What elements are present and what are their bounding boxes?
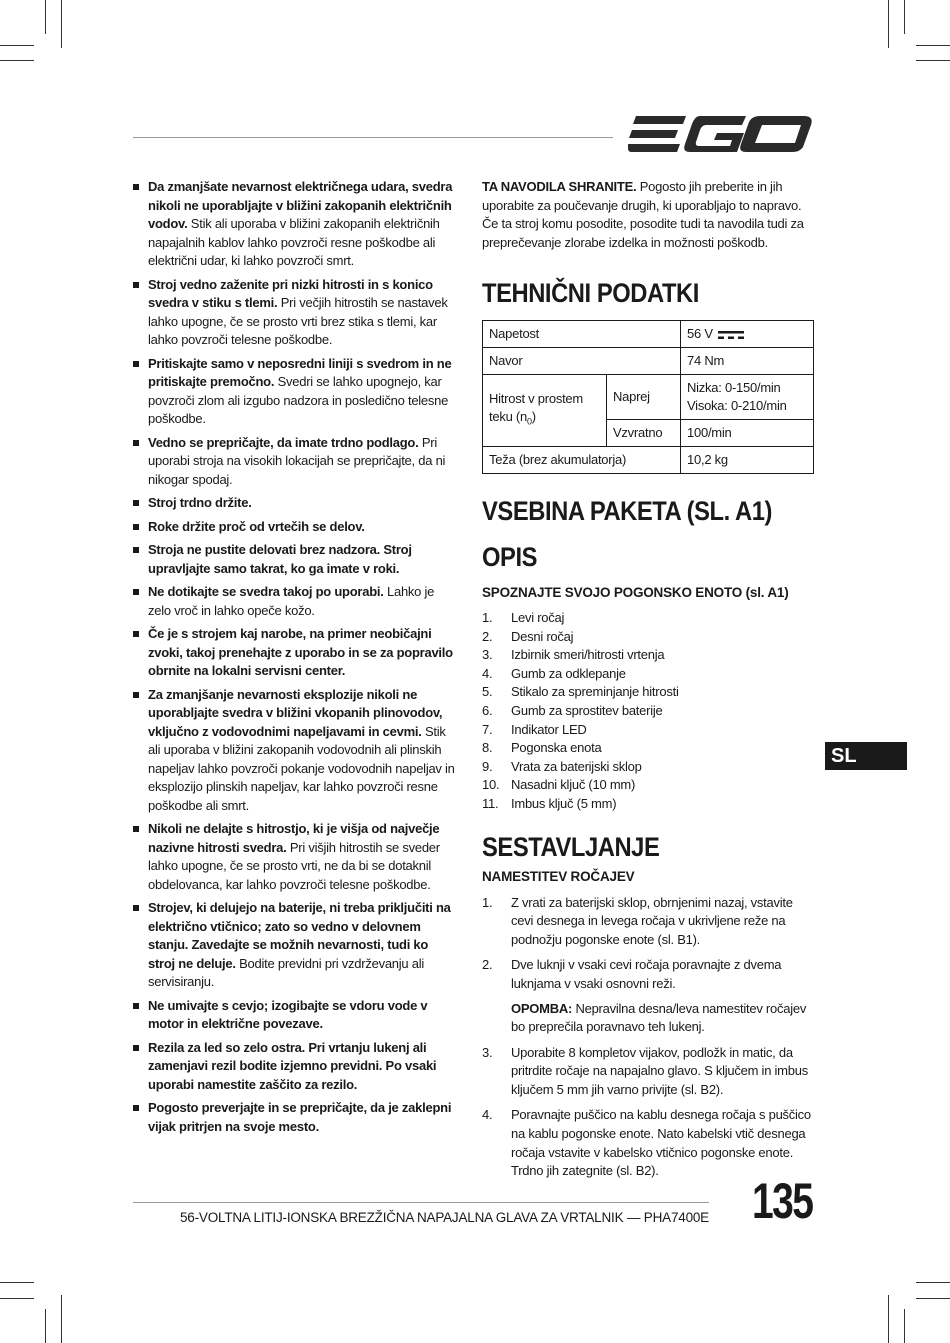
crop-mark	[45, 1309, 46, 1343]
header-rule	[133, 137, 613, 138]
bullet-bold-text: Stroj vedno zaženite pri nizki hitrosti in s konico svedra v stiku s tlemi.	[148, 276, 433, 310]
bullet-text: Svedri se lahko upognejo, kar povzroči zlom ali izgubo nadzora in posledično telesne poškodbe.	[148, 374, 449, 426]
table-row	[483, 447, 814, 474]
crop-mark	[0, 45, 34, 46]
part-label: Izbirnik smeri/hitrosti vrtenja	[511, 647, 665, 663]
list-item	[133, 355, 458, 429]
step-number: 2.	[482, 957, 493, 973]
step-number: 4.	[482, 1107, 493, 1123]
save-instructions-text: Pogosto jih preberite in jih uporabite za poučevanje drugih, ki uporabljajo to napravo. Če ta stroj komu posodite, posodite tudi ta navodila tudi za preprečevanje zlorabe izdelka in možnosti poškodb.	[482, 179, 804, 250]
list-item	[482, 956, 816, 1036]
step-text: Uporabite 8 kompletov vijakov, podložk in matic, da pritrdite ročaje na napajalno glavo. S ključem in imbus ključem 5 mm jih varno privijte (sl. B2).	[511, 1044, 808, 1097]
list-item	[482, 1106, 816, 1180]
crop-mark	[916, 60, 950, 61]
bullet-bold-text: Vedno se prepričajte, da imate trdno podlago.	[148, 434, 419, 450]
step-body	[511, 956, 816, 1036]
crop-mark	[0, 60, 34, 61]
tech-heading: TEHNIČNI PODATKI	[482, 278, 699, 308]
description-heading: OPIS	[482, 542, 538, 572]
ego-logo	[628, 116, 812, 158]
dc-symbol-icon	[718, 330, 744, 340]
crop-mark	[0, 1282, 34, 1283]
crop-mark	[888, 1295, 889, 1343]
step-text: Z vrati za baterijski sklop, obrnjenimi nazaj, vstavite cevi desnega in levega ročaja v ukrivljene reže na podnožju pogonske enote (sl. B1).	[511, 894, 793, 947]
list-item	[482, 646, 816, 665]
list-item	[133, 625, 458, 681]
speed-label-text: Hitrost v prostem teku (n	[489, 391, 583, 425]
safety-list	[133, 178, 458, 1136]
list-item	[482, 1044, 816, 1100]
reverse-label: Vzvratno	[607, 420, 681, 447]
step-number: 3.	[482, 1044, 493, 1060]
part-label: Imbus ključ (5 mm)	[511, 795, 617, 811]
info-column	[482, 178, 816, 1188]
language-tab: SL	[825, 742, 907, 770]
part-number: 5.	[482, 684, 493, 700]
note-text: Nepravilna desna/leva namestitev ročajev bo preprečila poravnavo teh lukenj.	[511, 1000, 807, 1035]
parts-list	[482, 609, 816, 814]
list-item	[482, 795, 816, 814]
step-body	[511, 1044, 816, 1100]
footer-text: 56-VOLTNA LITIJ-IONSKA BREZŽIČNA NAPAJALNA GLAVA ZA VRTALNIK — PHA7400E	[180, 1210, 709, 1225]
list-item	[482, 758, 816, 777]
crop-mark	[61, 1295, 62, 1343]
forward-label: Naprej	[607, 375, 681, 420]
bullet-bold-text: Stroja ne pustite delovati brez nadzora. Stroj upravljajte samo takrat, ko ga imate v roki.	[148, 542, 412, 576]
list-item	[482, 721, 816, 740]
bullet-text: Stik ali uporaba v bližini zakopanih vodovodnih ali plinskih napeljav lahko povzroči pokanje vodovodnih napeljav in eksplozijo plinskih napeljav, kar lahko povzroči resne poškodbe ali smrt.	[148, 723, 455, 813]
bullet-bold-text: Nikoli ne delajte s hitrostjo, ki je višja od največje nazivne hitrosti svedra.	[148, 821, 440, 855]
steps-list	[482, 894, 816, 1181]
part-number: 2.	[482, 628, 493, 644]
package-heading: VSEBINA PAKETA (SL. A1)	[482, 496, 772, 526]
bullet-text: Pri večjih hitrostih se nastavek lahko upogne, če se prosto vrti brez stika s tlemi, kar lahko povzroči telesne poškodbe.	[148, 295, 448, 347]
list-item	[482, 628, 816, 647]
list-item	[133, 899, 458, 992]
list-item	[482, 739, 816, 758]
list-item	[133, 1039, 458, 1095]
crop-mark	[904, 0, 905, 34]
part-label: Gumb za sprostitev baterije	[511, 702, 663, 718]
speed-subscript: 0	[527, 416, 532, 427]
part-number: 1.	[482, 610, 493, 625]
bullet-text: Stik ali uporaba v bližini zakopanih električnih napajalnih kablov lahko povzroči resne poškodbe ali električni udar, ki lahko povzroči smrt.	[148, 216, 440, 268]
list-item	[482, 776, 816, 795]
bullet-text: Pri višjih hitrostih se sveder lahko upogne, če se prosto vrti, ne da bi se dotaknil obdelovanca, kar lahko povzroči telesne poškodbe.	[148, 839, 440, 892]
part-label: Pogonska enota	[511, 740, 602, 756]
step-body	[511, 1106, 816, 1180]
table-row	[483, 348, 814, 375]
list-item	[482, 683, 816, 702]
bullet-bold-text: Strojev, ki delujejo na baterije, ni treba priključiti na električno vtičnico; zato so vedno v delovnem stanju. Zavedajte se možnih nevarnosti, tudi ko stroj ne deluje.	[148, 900, 451, 971]
list-item	[482, 894, 816, 950]
spec-table	[482, 320, 814, 474]
part-label: Gumb za odklepanje	[511, 665, 626, 681]
bullet-bold-text: Ne dotikajte se svedra takoj po uporabi.	[148, 584, 384, 599]
speed-label	[483, 375, 607, 447]
part-number: 10.	[482, 777, 500, 793]
list-item	[133, 997, 458, 1034]
speed-label-close: )	[531, 409, 536, 425]
crop-mark	[916, 1298, 950, 1299]
crop-mark	[888, 0, 889, 48]
bullet-bold-text: Rezila za led so zelo ostra. Pri vrtanju lukenj ali zamenjavi rezil bodite izjemno previdni. Po vsaki uporabi namestite zaščito za rezilo.	[148, 1039, 437, 1092]
know-heading: SPOZNAJTE SVOJO POGONSKO ENOTO (sl. A1)	[482, 585, 789, 600]
bullet-bold-text: Roke držite proč od vrtečih se delov.	[148, 518, 365, 534]
page-number: 135	[752, 1173, 813, 1229]
crop-mark	[45, 0, 46, 34]
crop-mark	[61, 0, 62, 48]
part-number: 4.	[482, 665, 493, 681]
bullet-bold-text: Za zmanjšanje nevarnosti eksplozije nikoli ne uporabljajte svedra v bližini vkopanih plinovodov, vključno z vodovodnimi napeljavami in cevmi.	[148, 686, 443, 739]
voltage-value: 56 V	[687, 326, 713, 341]
weight-value: 10,2 kg	[681, 447, 814, 474]
list-item	[133, 494, 458, 513]
crop-mark	[904, 1309, 905, 1343]
part-number: 11.	[482, 795, 499, 811]
weight-label: Teža (brez akumulatorja)	[483, 447, 681, 474]
crop-mark	[0, 1298, 34, 1299]
step-text: Dve luknji v vsaki cevi ročaja poravnajte z dvema luknjama v vsaki osnovni reži.	[511, 957, 782, 991]
list-item	[482, 702, 816, 721]
bullet-bold-text: Če je s strojem kaj narobe, na primer neobičajni zvoki, takoj prenehajte z uporabo in se za popravilo obrnite na lokalni servisni center.	[148, 626, 453, 678]
crop-mark	[916, 45, 950, 46]
voltage-label: Napetost	[483, 321, 681, 348]
bullet-text: Bodite previdni pri vzdrževanju ali servisiranju.	[148, 955, 425, 989]
torque-value: 74 Nm	[681, 348, 814, 375]
list-item	[133, 820, 458, 894]
save-instructions	[482, 178, 816, 252]
voltage-cell	[681, 321, 814, 348]
bullet-bold-text: Ne umivajte s cevjo; izogibajte se vdoru vode v motor in električne povezave.	[148, 997, 428, 1031]
step-number: 1.	[482, 894, 493, 910]
list-item	[133, 434, 458, 490]
part-label: Stikalo za spreminjanje hitrosti	[511, 684, 679, 700]
footer-rule	[133, 1202, 709, 1203]
part-number: 7.	[482, 721, 493, 737]
part-label: Indikator LED	[511, 721, 587, 737]
step-body	[511, 894, 816, 950]
handles-heading: NAMESTITEV ROČAJEV	[482, 868, 635, 884]
table-row	[483, 375, 814, 420]
list-item	[133, 541, 458, 578]
list-item	[482, 665, 816, 684]
step-text: Poravnajte puščico na kablu desnega ročaja s puščico na kablu pogonske enote. Nato kabelski vtič desnega ročaja vstavite v kabelsko vtičnico pogonske enote. Trdno jih zategnite (sl. B2).	[511, 1107, 811, 1179]
step-note	[511, 1000, 816, 1037]
torque-label: Navor	[483, 348, 681, 375]
part-number: 8.	[482, 740, 493, 756]
bullet-bold-text: Da zmanjšate nevarnost električnega udara, svedra nikoli ne uporabljajte v bližini zakopanih električnih vodov.	[148, 179, 453, 231]
safety-column	[133, 178, 458, 1141]
list-item	[133, 178, 458, 271]
list-item	[482, 609, 816, 628]
list-item	[133, 518, 458, 537]
part-label: Nasadni ključ (10 mm)	[511, 777, 636, 793]
list-item	[133, 276, 458, 350]
part-label: Vrata za baterijski sklop	[511, 758, 642, 774]
forward-high: Visoka: 0-210/min	[687, 398, 787, 413]
forward-value	[681, 375, 814, 420]
list-item	[133, 583, 458, 620]
bullet-bold-text: Stroj trdno držite.	[148, 495, 252, 510]
bullet-text: Lahko je zelo vroč in lahko opeče kožo.	[148, 584, 435, 618]
list-item	[133, 686, 458, 816]
part-number: 9.	[482, 758, 493, 774]
reverse-value: 100/min	[681, 420, 814, 447]
list-item	[133, 1099, 458, 1136]
part-label: Desni ročaj	[511, 628, 574, 644]
note-label: OPOMBA:	[511, 1000, 573, 1016]
bullet-text: Pri uporabi stroja na visokih lokacijah se prepričajte, da ni nikogar spodaj.	[148, 434, 446, 487]
save-instructions-bold: TA NAVODILA SHRANITE.	[482, 179, 637, 194]
part-label: Levi ročaj	[511, 610, 565, 625]
part-number: 6.	[482, 702, 493, 718]
assembly-heading: SESTAVLJANJE	[482, 831, 660, 862]
forward-low: Nizka: 0-150/min	[687, 380, 781, 395]
table-row	[483, 321, 814, 348]
part-number: 3.	[482, 647, 493, 663]
bullet-bold-text: Pogosto preverjajte in se prepričajte, da je zaklepni vijak pritrjen na svoje mesto.	[148, 1100, 452, 1134]
crop-mark	[916, 1282, 950, 1283]
bullet-bold-text: Pritiskajte samo v neposredni liniji s svedrom in ne pritiskajte premočno.	[148, 355, 452, 389]
